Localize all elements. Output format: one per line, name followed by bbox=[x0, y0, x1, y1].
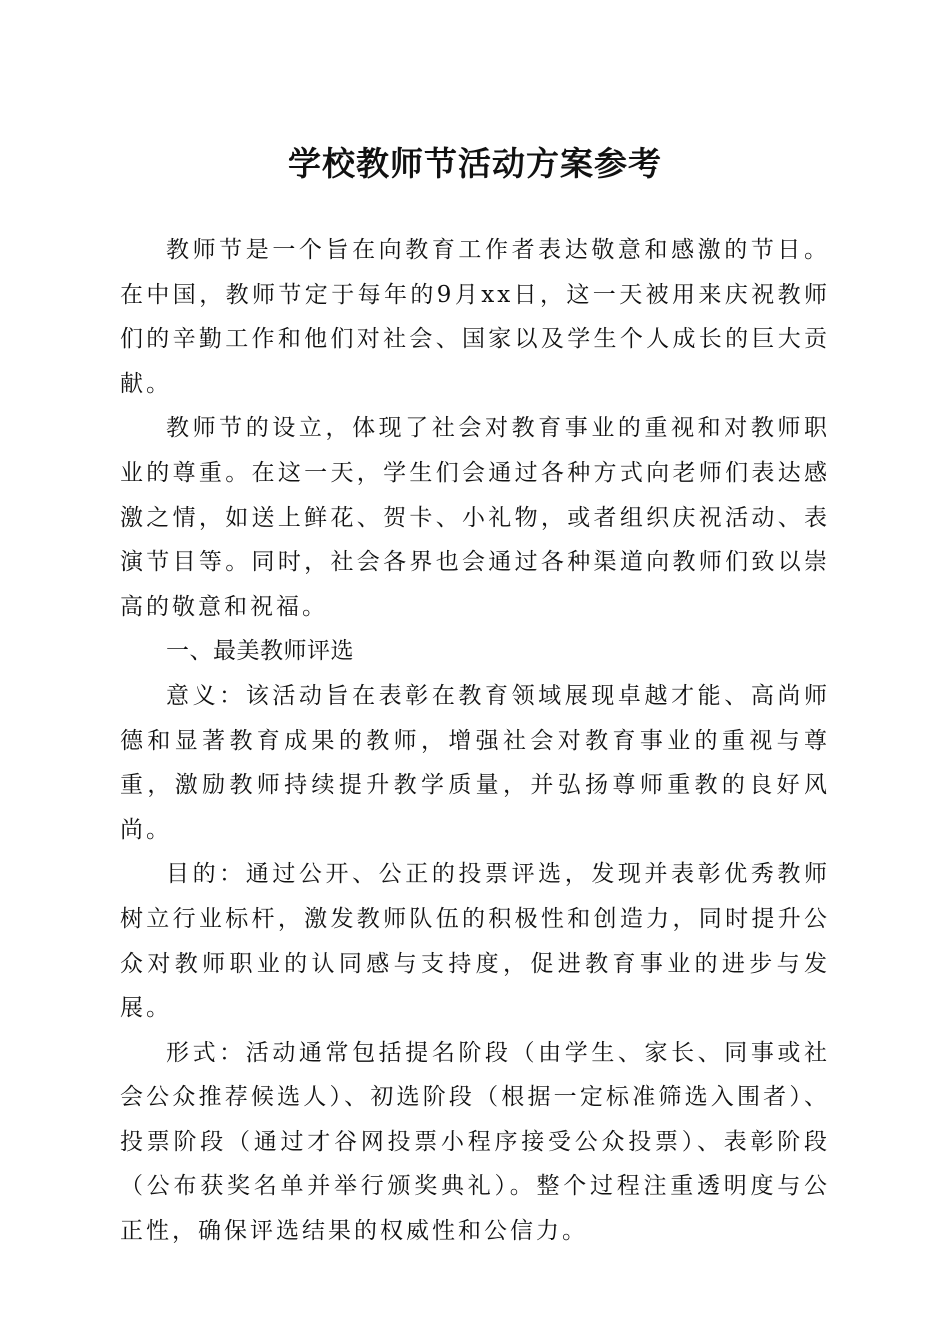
intro-paragraph-2: 教师节的设立，体现了社会对教育事业的重视和对教师职业的尊重。在这一天，学生们会通过各种方式向老师们表达感激之情，如送上鲜花、贺卡、小礼物，或者组织庆祝活动、表演节目等。同时，社会各界也会通过各种渠道向教师们致以崇高的敬意和祝福。 bbox=[120, 415, 830, 620]
document-body bbox=[120, 228, 830, 1254]
section-heading: 一、最美教师评选 bbox=[166, 638, 354, 665]
intro-paragraph-1: 教师节是一个旨在向教育工作者表达敬意和感激的节日。在中国，教师节定于每年的9月xx日，这一天被用来庆祝教师们的辛勤工作和他们对社会、国家以及学生个人成长的巨大贡献。 bbox=[120, 237, 830, 397]
section-paragraph-meaning: 意义：该活动旨在表彰在教育领域展现卓越才能、高尚师德和显著教育成果的教师，增强社会对教育事业的重视与尊重，激励教师持续提升教学质量，并弘扬尊师重教的良好风尚。 bbox=[120, 682, 830, 843]
section-paragraph-format: 形式：活动通常包括提名阶段（由学生、家长、同事或社会公众推荐候选人）、初选阶段（根据一定标准筛选入围者）、投票阶段（通过才谷网投票小程序接受公众投票）、表彰阶段（公布获奖名单并举行颁奖典礼）。整个过程注重透明度与公正性，确保评选结果的权威性和公信力。 bbox=[120, 1039, 830, 1245]
document-title: 学校教师节活动方案参考 bbox=[288, 144, 662, 183]
section-paragraph-purpose: 目的：通过公开、公正的投票评选，发现并表彰优秀教师树立行业标杆，激发教师队伍的积极性和创造力，同时提升公众对教师职业的认同感与支持度，促进教育事业的进步与发展。 bbox=[120, 861, 830, 1022]
